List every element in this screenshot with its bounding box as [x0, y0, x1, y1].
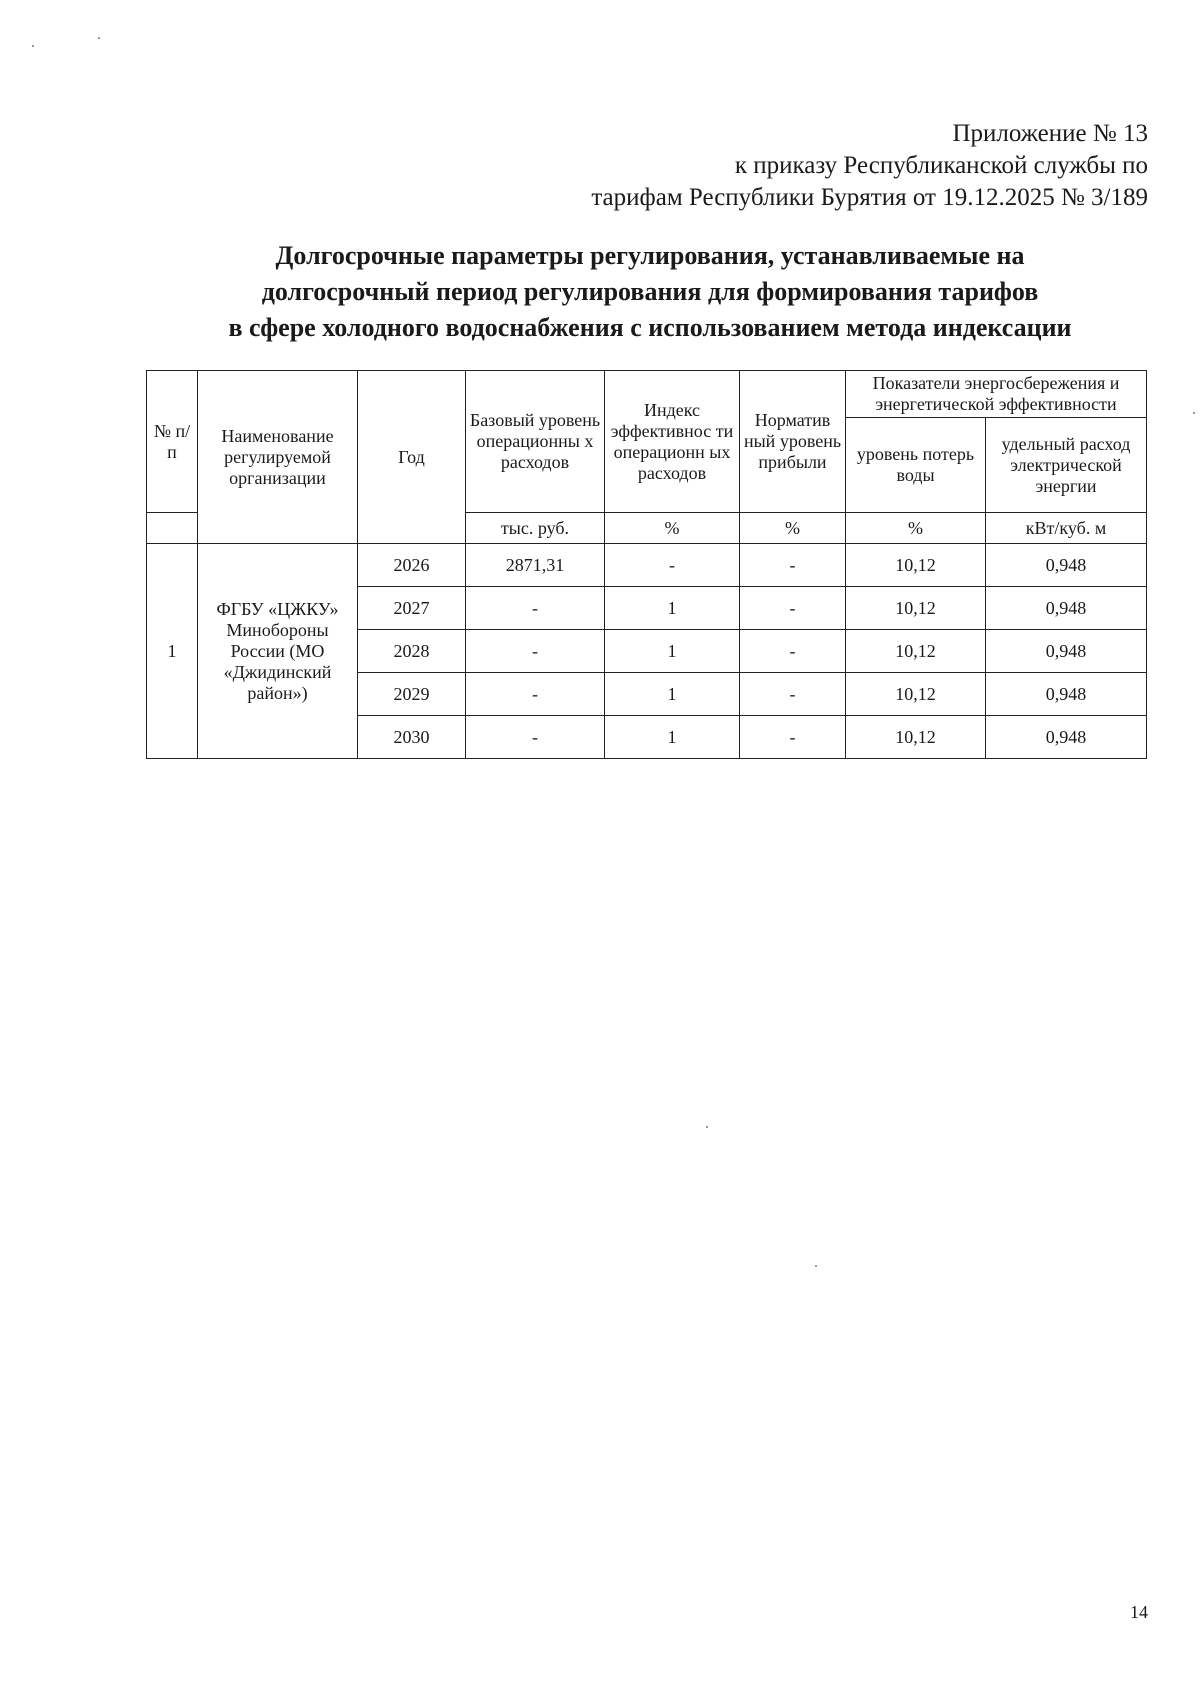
unit-base-opex: тыс. руб.	[466, 513, 605, 544]
appendix-order-date: тарифам Республики Бурятия от 19.12.2025 № 3/189	[591, 184, 1148, 211]
cell-electricity: 0,948	[986, 587, 1147, 630]
cell-profit-level: -	[740, 673, 846, 716]
cell-electricity: 0,948	[986, 716, 1147, 759]
cell-profit-level: -	[740, 630, 846, 673]
cell-profit-level: -	[740, 716, 846, 759]
cell-year: 2028	[358, 630, 466, 673]
table-header-row	[147, 371, 1147, 418]
appendix-order-line: к приказу Республиканской службы по	[734, 152, 1148, 179]
row-number: 1	[147, 544, 198, 759]
cell-year: 2029	[358, 673, 466, 716]
cell-base-opex: -	[466, 630, 605, 673]
header-electricity: удельный расход электрической энергии	[986, 418, 1147, 513]
header-efficiency-index: Индекс эффективнос ти операционн ых расходов	[605, 371, 740, 513]
cell-efficiency-index: 1	[605, 716, 740, 759]
page-number: 14	[1130, 1602, 1148, 1622]
cell-electricity: 0,948	[986, 630, 1147, 673]
header-base-opex: Базовый уровень операционны х расходов	[466, 371, 605, 513]
scan-speck	[32, 45, 34, 47]
cell-year: 2026	[358, 544, 466, 587]
unit-profit-level: %	[740, 513, 846, 544]
cell-base-opex: 2871,31	[466, 544, 605, 587]
unit-electricity: кВт/куб. м	[986, 513, 1147, 544]
appendix-reference	[591, 118, 1148, 214]
cell-water-loss: 10,12	[846, 673, 986, 716]
cell-efficiency-index: 1	[605, 630, 740, 673]
unit-water-loss: %	[846, 513, 986, 544]
cell-water-loss: 10,12	[846, 630, 986, 673]
scan-speck	[815, 1265, 817, 1267]
organization-name: ФГБУ «ЦЖКУ» Минобороны России (МО «Джидинский район»)	[198, 544, 358, 759]
title-line-3: в сфере холодного водоснабжения с использованием метода индексации	[228, 313, 1072, 342]
scan-speck	[1193, 412, 1195, 414]
cell-year: 2030	[358, 716, 466, 759]
cell-efficiency-index: 1	[605, 587, 740, 630]
cell-electricity: 0,948	[986, 544, 1147, 587]
appendix-number: Приложение № 13	[952, 120, 1148, 147]
cell-water-loss: 10,12	[846, 544, 986, 587]
cell-efficiency-index: 1	[605, 673, 740, 716]
unit-num-empty	[147, 513, 198, 544]
table-row	[147, 544, 1147, 587]
title-line-1: Долгосрочные параметры регулирования, устанавливаемые на	[275, 241, 1025, 270]
header-organization: Наименование регулируемой организации	[198, 371, 358, 544]
parameters-table	[146, 370, 1147, 759]
cell-efficiency-index: -	[605, 544, 740, 587]
cell-year: 2027	[358, 587, 466, 630]
cell-water-loss: 10,12	[846, 587, 986, 630]
scan-speck	[98, 37, 100, 39]
cell-profit-level: -	[740, 587, 846, 630]
cell-water-loss: 10,12	[846, 716, 986, 759]
cell-base-opex: -	[466, 587, 605, 630]
header-profit-level: Норматив ный уровень прибыли	[740, 371, 846, 513]
title-line-2: долгосрочный период регулирования для формирования тарифов	[261, 277, 1039, 306]
unit-efficiency-index: %	[605, 513, 740, 544]
cell-base-opex: -	[466, 673, 605, 716]
header-year: Год	[358, 371, 466, 544]
header-energy-group: Показатели энергосбережения и энергетической эффективности	[846, 371, 1147, 418]
scan-speck	[706, 1126, 708, 1128]
header-num: № п/п	[147, 371, 198, 513]
cell-electricity: 0,948	[986, 673, 1147, 716]
cell-base-opex: -	[466, 716, 605, 759]
document-title	[150, 238, 1150, 346]
cell-profit-level: -	[740, 544, 846, 587]
header-water-loss: уровень потерь воды	[846, 418, 986, 513]
